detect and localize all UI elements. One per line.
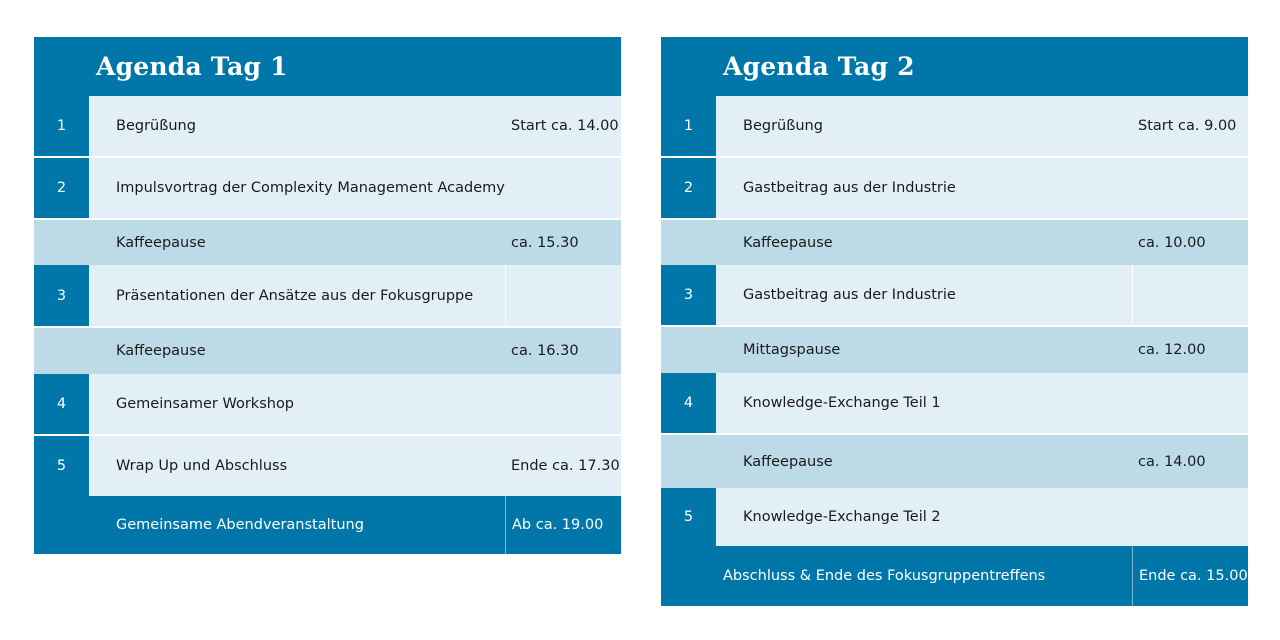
item-number <box>661 220 716 265</box>
item-number <box>661 435 716 488</box>
item-number <box>661 327 716 373</box>
item-label: Impulsvortrag der Complexity Management Academy <box>116 180 505 196</box>
agenda-row <box>661 158 1248 220</box>
item-number: 5 <box>34 436 89 496</box>
agenda-footer-row <box>661 546 1248 606</box>
item-label: Kaffeepause <box>116 234 206 251</box>
item-label: Begrüßung <box>743 118 823 134</box>
agenda-day-2 <box>661 37 1248 606</box>
item-label: Kaffeepause <box>743 234 833 251</box>
item-number: 4 <box>661 373 716 433</box>
agenda-title: Agenda Tag 2 <box>661 37 1248 96</box>
item-label: Kaffeepause <box>743 453 833 470</box>
item-label: Kaffeepause <box>116 343 206 359</box>
item-time: Start ca. 9.00 <box>1138 118 1237 134</box>
item-label: Begrüßung <box>116 118 196 134</box>
item-time: Start ca. 14.00 <box>511 118 619 134</box>
item-label: Knowledge-Exchange Teil 1 <box>743 395 941 411</box>
item-time: Ende ca. 17.30 <box>511 458 620 474</box>
agenda-row <box>34 96 621 158</box>
item-time: ca. 15.30 <box>511 234 579 251</box>
item-time: ca. 14.00 <box>1138 453 1206 470</box>
item-number: 2 <box>34 158 89 218</box>
item-time <box>1132 488 1248 546</box>
item-label: Wrap Up und Abschluss <box>116 458 288 474</box>
agenda-row <box>34 158 621 220</box>
item-time: Ende ca. 15.00 <box>1132 546 1248 606</box>
item-time: ca. 10.00 <box>1138 234 1206 251</box>
agenda-row <box>34 436 621 496</box>
item-number <box>34 328 89 374</box>
agenda-row <box>661 265 1248 327</box>
item-time <box>1132 265 1248 325</box>
item-label: Präsentationen der Ansätze aus der Fokusgruppe <box>116 287 474 304</box>
item-number: 1 <box>661 96 716 156</box>
item-label: Mittagspause <box>743 342 841 358</box>
agenda-row <box>661 488 1248 546</box>
agenda-day-1 <box>34 37 621 554</box>
agenda-row <box>661 373 1248 435</box>
agenda-title: Agenda Tag 1 <box>34 37 621 96</box>
item-label: Gemeinsamer Workshop <box>116 396 295 412</box>
agenda-break-row <box>661 327 1248 373</box>
item-time: ca. 12.00 <box>1138 342 1206 358</box>
item-number <box>34 220 89 265</box>
item-time <box>505 265 621 326</box>
item-label: Abschluss & Ende des Fokusgruppentreffens <box>723 568 1046 584</box>
agenda-break-row <box>661 220 1248 265</box>
item-time <box>505 158 621 218</box>
item-number: 2 <box>661 158 716 218</box>
agenda-break-row <box>661 435 1248 488</box>
item-time <box>1132 158 1248 218</box>
item-number: 3 <box>34 265 89 326</box>
item-time: Ab ca. 19.00 <box>505 496 621 554</box>
agenda-break-row <box>34 220 621 265</box>
item-label: Gemeinsame Abendveranstaltung <box>116 517 364 533</box>
item-time: ca. 16.30 <box>511 343 579 359</box>
item-label: Gastbeitrag aus der Industrie <box>743 180 956 196</box>
agenda-footer-row <box>34 496 621 554</box>
item-label: Knowledge-Exchange Teil 2 <box>743 509 941 525</box>
agenda-row <box>34 374 621 436</box>
item-time <box>1132 373 1248 433</box>
item-number: 3 <box>661 265 716 325</box>
item-number: 5 <box>661 488 716 546</box>
item-number: 1 <box>34 96 89 156</box>
item-number <box>34 496 89 554</box>
agenda-row <box>661 96 1248 158</box>
agenda-row <box>34 265 621 328</box>
agenda-break-row <box>34 328 621 374</box>
item-time <box>505 374 621 434</box>
item-label: Gastbeitrag aus der Industrie <box>743 287 956 303</box>
item-number: 4 <box>34 374 89 434</box>
